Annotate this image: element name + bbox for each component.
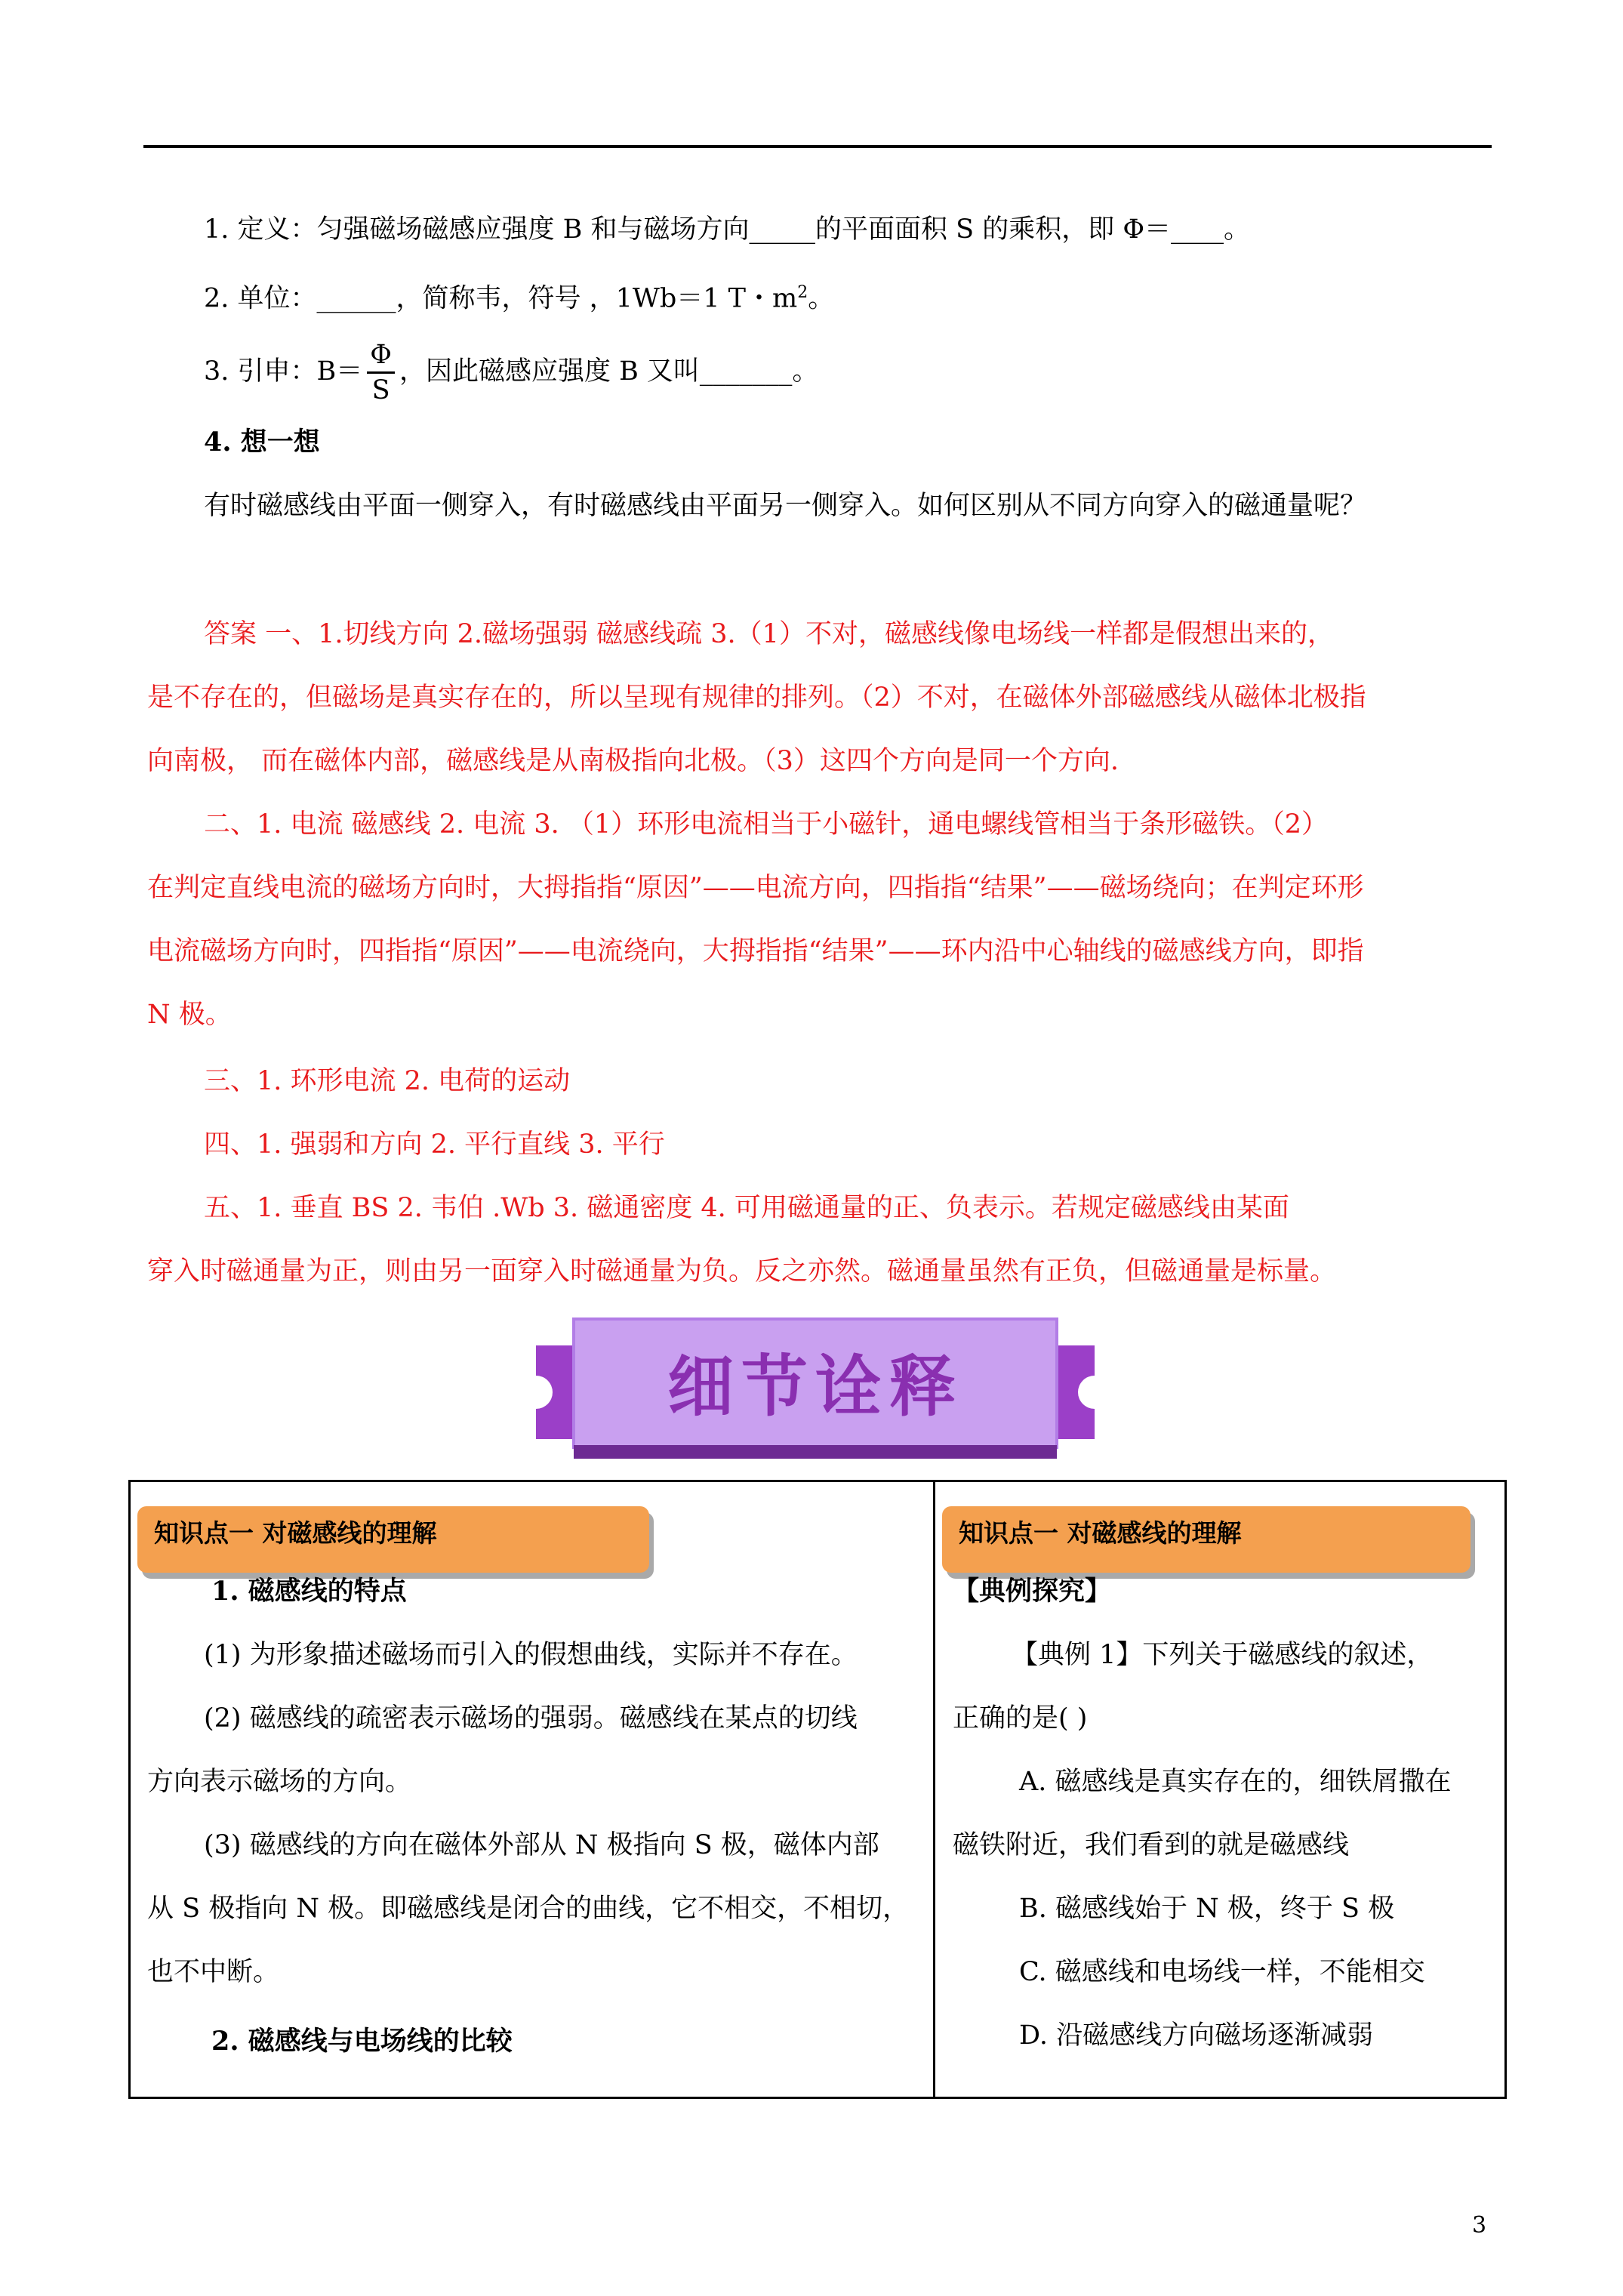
feature-item: 从 S 极指向 N 极。即磁感线是闭合的曲线，它不相交，不相切， [147, 1894, 910, 1924]
think-heading: 4. 想一想 [204, 427, 320, 458]
knowledge-point-tag: 知识点一 对磁感线的理解 [942, 1506, 1471, 1573]
option-d: D. 沿磁感线方向磁场逐渐减弱 [1019, 2020, 1374, 2051]
answer-line: 三、1. 环形电流 2. 电荷的运动 [204, 1066, 571, 1096]
comparison-heading: 2. 磁感线与电场线的比较 [211, 2026, 513, 2057]
answer-line: 四、1. 强弱和方向 2. 平行直线 3. 平行 [204, 1130, 665, 1160]
example-question: 【典例 1】下列关于磁感线的叙述， [1012, 1640, 1434, 1670]
answer-line: 在判定直线电流的磁场方向时，大拇指指“原因”——电流方向，四指指“结果”——磁场绕向；在判定环形 [147, 873, 1364, 903]
definition-line: 1. 定义：匀强磁场磁感应强度 B 和与磁场方向_____的平面面积 S 的乘积，即 Φ＝____。 [204, 214, 1251, 245]
feature-item: 方向表示磁场的方向。 [147, 1767, 412, 1797]
answer-line: 二、1. 电流 磁感线 2. 电流 3. （1）环形电流相当于小磁针，通电螺线管相当于条形磁铁。（2） [204, 809, 1328, 840]
example-heading: 【典例探究】 [953, 1576, 1112, 1607]
answer-line: 答案 一、1.切线方向 2.磁场强弱 磁感线疏 3.（1）不对，磁感线像电场线一样都是假想出来的， [204, 619, 1334, 649]
feature-item: (2) 磁感线的疏密表示磁场的强弱。磁感线在某点的切线 [204, 1703, 858, 1734]
header-rule [143, 145, 1492, 148]
example-question: 正确的是( ) [953, 1703, 1088, 1734]
answer-line: 向南极， 而在磁体内部，磁感线是从南极指向北极。（3）这四个方向是同一个方向. [147, 746, 1119, 776]
option-b: B. 磁感线始于 N 极，终于 S 极 [1019, 1894, 1395, 1924]
feature-item: 也不中断。 [147, 1957, 280, 1987]
option-a: A. 磁感线是真实存在的，细铁屑撒在 [1019, 1767, 1452, 1797]
answer-line: 五、1. 垂直 BS 2. 韦伯 .Wb 3. 磁通密度 4. 可用磁通量的正、负表示。若规定磁感线由某面 [204, 1193, 1289, 1223]
answer-line: N 极。 [147, 1000, 232, 1030]
banner-title: 细节诠释 [667, 1348, 963, 1425]
think-question: 有时磁感线由平面一侧穿入，有时磁感线由平面另一侧穿入。如何区别从不同方向穿入的磁通量呢？ [204, 491, 1367, 521]
answer-line: 是不存在的，但磁场是真实存在的，所以呈现有规律的排列。（2）不对，在磁体外部磁感线从磁体北极指 [147, 683, 1366, 713]
knowledge-point-tag: 知识点一 对磁感线的理解 [137, 1506, 649, 1573]
feature-item: (3) 磁感线的方向在磁体外部从 N 极指向 S 极，磁体内部 [204, 1830, 879, 1860]
extension-line: 3. 引申：B＝ $\frac{\Phi}{S}$ ，因此磁感应强度 B 又叫_______。 [204, 340, 819, 405]
answer-line: 穿入时磁通量为正，则由另一面穿入时磁通量为负。反之亦然。磁通量虽然有正负，但磁通量是标量。 [147, 1256, 1337, 1287]
feature-item: (1) 为形象描述磁场而引入的假想曲线，实际并不存在。 [204, 1640, 858, 1670]
feature-heading: 1. 磁感线的特点 [211, 1576, 407, 1607]
table-divider [933, 1480, 935, 2099]
unit-line: 2. 单位：______，简称韦，符号 ，1Wb＝1 T・$m^2$。 [204, 283, 835, 314]
option-c: C. 磁感线和电场线一样，不能相交 [1019, 1957, 1425, 1987]
fraction: $\frac{\Phi}{S}$ [367, 338, 395, 407]
option-a: 磁铁附近，我们看到的就是磁感线 [953, 1830, 1350, 1860]
page-number: 3 [1472, 2212, 1487, 2239]
answer-line: 电流磁场方向时，四指指“原因”——电流绕向，大拇指指“结果”——环内沿中心轴线的磁感线方向，即指 [147, 936, 1364, 966]
